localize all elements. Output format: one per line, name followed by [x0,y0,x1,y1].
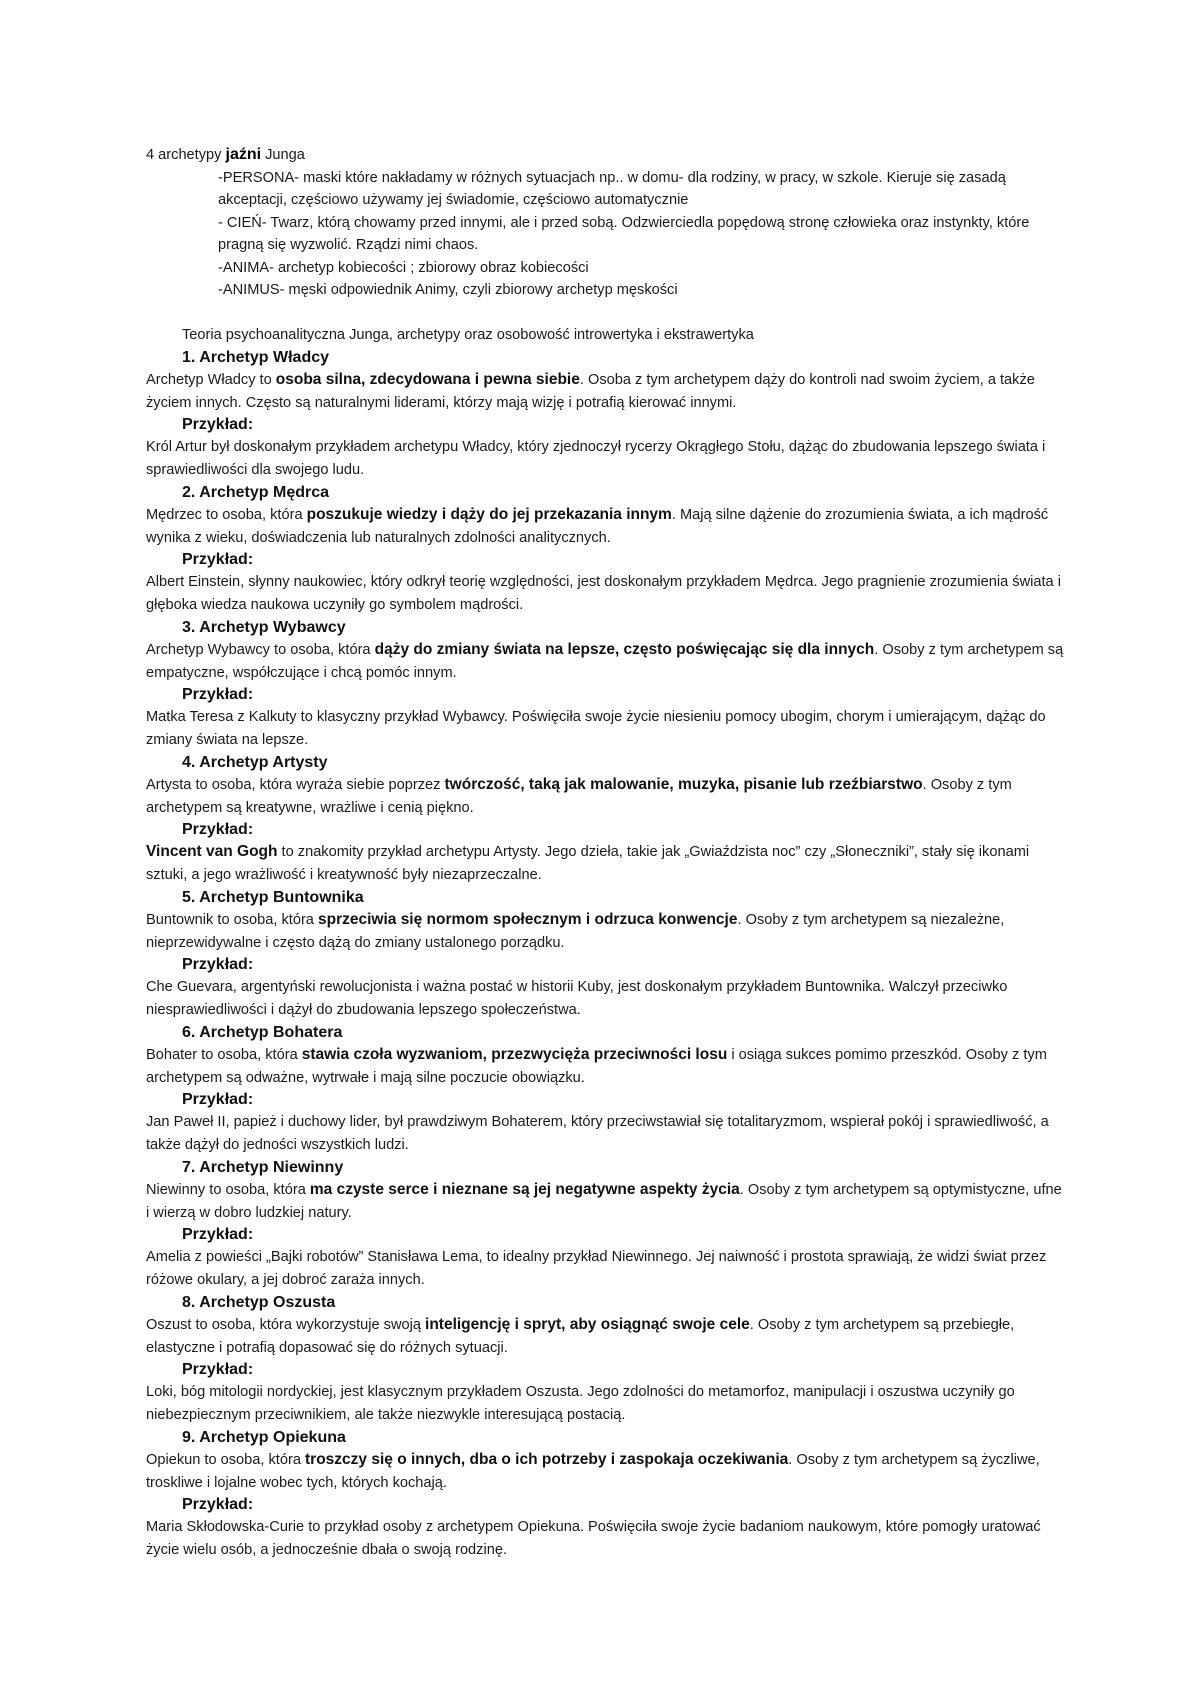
archetype-description [146,639,1066,684]
intro-title [146,144,1066,167]
archetype-heading: 5. Archetyp Buntownika [182,889,364,906]
archetype-description [146,1449,1066,1494]
description-highlight: poszukuje wiedzy i dąży do jej przekazania innym [306,506,672,523]
archetype-description [146,1314,1066,1359]
archetype-heading: 9. Archetyp Opiekuna [182,1429,346,1446]
example-label: Przykład: [182,416,254,433]
archetype-section [146,616,1066,751]
archetype-heading: 4. Archetyp Artysty [182,754,328,771]
intro-item-animus: -ANIMUS- męski odpowiednik Animy, czyli zbiorowy archetyp męskości [218,282,678,298]
example-label: Przykład: [182,956,254,973]
description-text: Artysta to osoba, która wyraża siebie poprzez [146,777,445,793]
description-text: Archetyp Władcy to [146,372,276,388]
example-label: Przykład: [182,686,254,703]
example-text: Król Artur był doskonałym przykładem archetypu Władcy, który zjednoczył rycerzy Okrągłego Stołu, dążąc do zbudowania lepszego świata i sprawiedliwości dla swojego ludu. [146,439,1046,478]
example-label: Przykład: [182,1226,254,1243]
document-page [146,144,1066,1561]
example-highlight: Vincent van Gogh [146,843,278,860]
intro-item-persona: -PERSONA- maski które nakładamy w różnych sytuacjach np.. w domu- dla rodziny, w pracy, w szkole. Kieruje się zasadą akceptacji, częściowo używamy jej świadomie, częściowo automatycznie [218,169,1006,208]
archetype-description [146,909,1066,954]
spacer [146,302,1066,324]
archetype-example [146,1381,1066,1426]
archetype-section [146,481,1066,616]
example-text: Maria Skłodowska-Curie to przykład osoby z archetypem Opiekuna. Poświęciła swoje życie badaniom naukowym, które pomogły uratować życie wielu osób, a jednocześnie dbała o swoją rodzinę. [146,1519,1041,1558]
intro-title-suffix: Junga [261,147,305,163]
intro-title-prefix: 4 archetypy [146,147,226,163]
description-text: Opiekun to osoba, która [146,1452,306,1468]
description-highlight: inteligencję i spryt, aby osiągnąć swoje cele [425,1316,750,1333]
description-text: . Osoby z tym archetypem są przebiegłe, elastyczne i potrafią dopasować się do różnych sytuacji. [146,1317,1015,1356]
example-label: Przykład: [182,1091,254,1108]
archetype-example [146,1111,1066,1156]
archetype-example [146,706,1066,751]
archetype-section [146,1291,1066,1426]
archetype-example [146,976,1066,1021]
description-text: Archetyp Wybawcy to osoba, która [146,642,375,658]
archetype-heading: 3. Archetyp Wybawcy [182,619,346,636]
archetype-example [146,436,1066,481]
archetype-example [146,1246,1066,1291]
description-text: . Osoby z tym archetypem są niezależne, nieprzewidywalne i często dążą do zmiany ustalonego porządku. [146,912,1005,951]
intro-item-cien: - CIEŃ- Twarz, którą chowamy przed innymi, ale i przed sobą. Odzwierciedla popędową stronę człowieka oraz instynkty, które pragną się wyzwolić. Rządzi nimi chaos. [218,214,1030,253]
description-text: . Osoby z tym archetypem są empatyczne, współczujące i chcą pomóc innym. [146,642,1064,681]
description-highlight: troszczy się o innych, dba o ich potrzeby i zaspokaja oczekiwania [305,1451,789,1468]
intro-item-anima: -ANIMA- archetyp kobiecości ; zbiorowy obraz kobiecości [218,259,589,276]
archetype-description [146,504,1066,549]
archetype-list [146,346,1066,1561]
example-text: Loki, bóg mitologii nordyckiej, jest klasycznym przykładem Oszusta. Jego zdolności do metamorfoz, manipulacji i oszustwa uczyniły go niebezpiecznym przeciwnikiem, ale także niezwykle interesującą postacią. [146,1384,1015,1423]
description-text: . Osoba z tym archetypem dąży do kontroli nad swoim życiem, a także życiem innych. Często są naturalnymi liderami, którzy mają wizję i potrafią kierować innymi. [146,372,1035,411]
example-label: Przykład: [182,1361,254,1378]
archetype-example [146,1516,1066,1561]
example-label: Przykład: [182,551,254,568]
archetype-description [146,369,1066,414]
archetype-heading: 6. Archetyp Bohatera [182,1024,343,1041]
description-text: i osiąga sukces pomimo przeszkód. Osoby z tym archetypem są odważne, wytrwałe i mają silne poczucie obowiązku. [146,1047,1047,1086]
description-highlight: stawia czoła wyzwaniom, przezwycięża przeciwności losu [301,1046,728,1063]
archetype-heading: 7. Archetyp Niewinny [182,1159,344,1176]
section-subtitle: Teoria psychoanalityczna Junga, archetypy oraz osobowość introwertyka i ekstrawertyka [182,326,754,343]
example-text: Che Guevara, argentyński rewolucjonista i ważna postać w historii Kuby, jest doskonałym przykładem Buntownika. Walczył przeciwko niesprawiedliwości i dążył do zbudowania lepszego społeczeństwa. [146,979,1008,1018]
archetype-description [146,1179,1066,1224]
archetype-example [146,841,1066,886]
intro-title-emphasis: jaźni [225,146,262,163]
description-highlight: dąży do zmiany świata na lepsze, często poświęcając się dla innych [374,641,875,658]
description-text: Bohater to osoba, która [146,1047,302,1063]
archetype-section [146,1156,1066,1291]
description-highlight: twórczość, taką jak malowanie, muzyka, pisanie lub rzeźbiarstwo [444,776,923,793]
archetype-example [146,571,1066,616]
description-text: . Mają silne dążenie do zrozumienia świata, a ich mądrość wynika z wieku, doświadczenia lub naturalnych zdolności analitycznych. [146,507,1049,546]
description-highlight: ma czyste serce i nieznane są jej negatywne aspekty życia [309,1181,740,1198]
example-text: Matka Teresa z Kalkuty to klasyczny przykład Wybawcy. Poświęciła swoje życie niesieniu pomocy ubogim, chorym i umierającym, dążąc do zmiany świata na lepsze. [146,709,1046,748]
archetype-description [146,1044,1066,1089]
archetype-description [146,774,1066,819]
description-text: . Osoby z tym archetypem są optymistyczne, ufne i wierzą w dobro ludzkiej natury. [146,1182,1062,1221]
description-text: Buntownik to osoba, która [146,912,318,928]
archetype-section [146,751,1066,886]
archetype-heading: 2. Archetyp Mędrca [182,484,330,501]
archetype-heading: 1. Archetyp Władcy [182,349,330,366]
description-text: . Osoby z tym archetypem są życzliwe, troskliwe i lojalne wobec tych, których kochają. [146,1452,1040,1491]
example-text: Albert Einstein, słynny naukowiec, który odkrył teorię względności, jest doskonałym przykładem Mędrca. Jego pragnienie zrozumienia świata i głęboka wiedza naukowa uczyniły go symbolem mądrości. [146,574,1061,613]
example-label: Przykład: [182,1496,254,1513]
description-text: . Osoby z tym archetypem są kreatywne, wrażliwe i cenią piękno. [146,777,1012,816]
description-highlight: sprzeciwia się normom społecznym i odrzuca konwencje [317,911,738,928]
archetype-section [146,1021,1066,1156]
archetype-section [146,1426,1066,1561]
example-label: Przykład: [182,821,254,838]
archetype-section [146,886,1066,1021]
description-highlight: osoba silna, zdecydowana i pewna siebie [275,371,580,388]
description-text: Niewinny to osoba, która [146,1182,310,1198]
example-text: to znakomity przykład archetypu Artysty. Jego dzieła, takie jak „Gwiaździsta noc” czy „Słoneczniki”, stały się ikonami sztuki, a jego wrażliwość i kreatywność były niezaprzeczalne. [146,844,1030,883]
description-text: Oszust to osoba, która wykorzystuje swoją [146,1317,426,1333]
example-text: Jan Paweł II, papież i duchowy lider, był prawdziwym Bohaterem, który przeciwstawiał się totalitaryzmom, wspierał pokój i sprawiedliwość, a także dążył do jedności wszystkich ludzi. [146,1114,1049,1153]
archetype-heading: 8. Archetyp Oszusta [182,1294,336,1311]
archetype-section [146,346,1066,481]
example-text: Amelia z powieści „Bajki robotów” Stanisława Lema, to idealny przykład Niewinnego. Jej naiwność i prostota sprawiają, że widzi świat przez różowe okulary, a jej dobroć zaraża innych. [146,1249,1047,1288]
description-text: Mędrzec to osoba, która [146,507,307,523]
